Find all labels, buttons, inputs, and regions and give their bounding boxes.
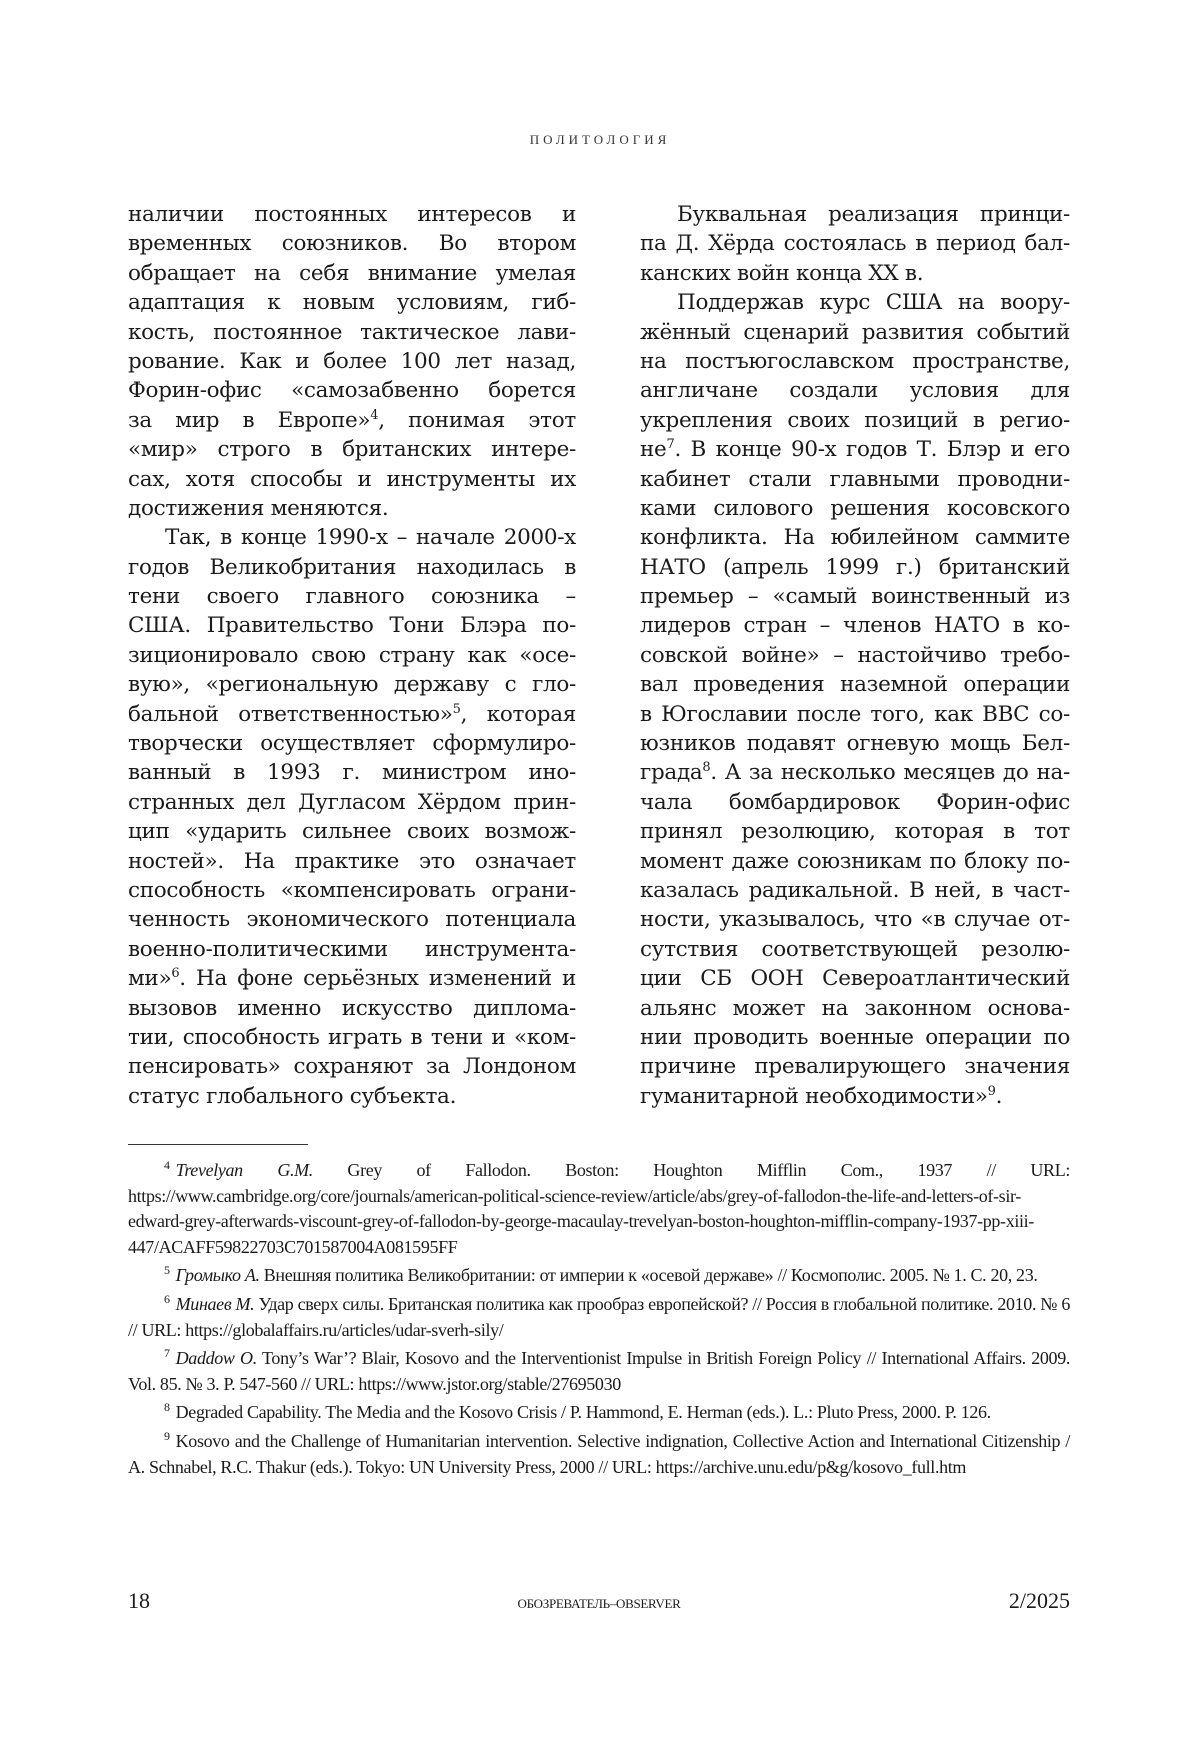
line-text: юзников подавят огневую мощь Бел- [640, 731, 1070, 756]
footnote-ref: 5 [453, 701, 461, 716]
text-line [640, 729, 1070, 758]
text-line [640, 1082, 1070, 1111]
text-line [640, 406, 1070, 435]
text-line [128, 847, 576, 876]
line-text: рование. Как и более 100 лет назад, [128, 349, 576, 374]
text-line [128, 964, 576, 993]
text-line [640, 641, 1070, 670]
line-text: гуманитарной необходимости» [640, 1084, 988, 1109]
line-text: тени своего главного союзника – [128, 584, 576, 609]
text-line [128, 229, 576, 258]
footnote-divider [128, 1144, 308, 1145]
text-line [128, 700, 576, 729]
footnote-number: 6 [164, 1292, 170, 1306]
text-line [640, 964, 1070, 993]
line-text: ми» [128, 966, 171, 991]
page-footer [128, 1588, 1070, 1618]
footnote-number: 4 [164, 1158, 170, 1172]
text-line [640, 670, 1070, 699]
text-line [128, 1052, 576, 1081]
line-text: способность «компенсировать ограни- [128, 878, 576, 903]
text-line [640, 288, 1070, 317]
line-text: НАТО (апрель 1999 г.) британский [640, 555, 1070, 580]
body-column-left [128, 200, 576, 1111]
text-line [640, 582, 1070, 611]
line-text: статус глобального субъекта. [128, 1084, 456, 1109]
text-line [640, 994, 1070, 1023]
line-text: временных союзников. Во втором [128, 231, 576, 256]
line-text: вызовов именно искусство диплома- [128, 996, 576, 1021]
text-line [128, 465, 576, 494]
line-text: достижения меняются. [128, 496, 388, 521]
footnote-number: 5 [164, 1263, 170, 1277]
line-text: кость, постоянное тактическое лави- [128, 320, 576, 345]
text-line [128, 935, 576, 964]
line-text: причине превалирующего значения [640, 1054, 1070, 1079]
text-line [640, 817, 1070, 846]
line-text: принял резолюцию, которая в тот [640, 819, 1070, 844]
footnote [128, 1292, 1070, 1343]
text-line [640, 376, 1070, 405]
footnote-author: Daddow O. [176, 1348, 257, 1368]
line-text: цип «ударить сильнее своих возмож- [128, 819, 576, 844]
footnote [128, 1346, 1070, 1397]
line-text: канских войн конца XX в. [640, 261, 923, 286]
text-line [128, 641, 576, 670]
text-line [128, 788, 576, 817]
line-text: нии проводить военные операции по [640, 1025, 1070, 1050]
text-line [640, 788, 1070, 817]
text-line [640, 905, 1070, 934]
text-line [128, 494, 576, 523]
text-line [128, 318, 576, 347]
footnote-text: Внешняя политика Великобритании: от империи к «осевой державе» // Космополис. 2005. № 1. С. 20, 23. [260, 1265, 1038, 1285]
footnote-ref: 7 [666, 437, 674, 452]
line-text: Буквальная реализация принци- [677, 202, 1070, 227]
line-text: в Югославии после того, как ВВС со- [640, 702, 1070, 727]
line-text: ками силового решения косовского [640, 496, 1070, 521]
footnote-number: 8 [164, 1400, 170, 1414]
page-number: 18 [128, 1588, 150, 1614]
line-text: пенсировать» сохраняют за Лондоном [128, 1054, 576, 1079]
line-text: Так, в конце 1990-х – начале 2000-х [165, 525, 576, 550]
footnote-author: Trevelyan G.M. [176, 1160, 313, 1180]
text-line [128, 729, 576, 758]
line-text: Поддержав курс США на воору- [677, 290, 1070, 315]
line-text: Форин-офис «самозабвенно борется [128, 378, 576, 403]
footnote-text: Degraded Capability. The Media and the Kosovo Crisis / P. Hammond, E. Herman (eds.). L.: Pluto Press, 2000. P. 126. [176, 1402, 991, 1422]
line-text: чала бомбардировок Форин-офис [640, 790, 1070, 815]
line-text: . В конце 90-х годов Т. Блэр и его [674, 437, 1070, 462]
footnote-author: Минаев М. [176, 1294, 255, 1314]
line-text: не [640, 437, 666, 462]
line-text: зиционировало свою страну как «осе- [128, 643, 576, 668]
line-text: казалась радикальной. В ней, в част- [640, 878, 1070, 903]
text-line [128, 582, 576, 611]
text-line [128, 288, 576, 317]
footnote-number: 7 [164, 1346, 170, 1360]
line-text: адаптация к новым условиям, гиб- [128, 290, 576, 315]
text-line [128, 994, 576, 1023]
line-text: обращает на себя внимание умелая [128, 261, 576, 286]
line-text: наличии постоянных интересов и [128, 202, 576, 227]
line-text: кабинет стали главными проводни- [640, 467, 1070, 492]
text-line [640, 700, 1070, 729]
text-line [128, 905, 576, 934]
footnote-ref: 6 [171, 966, 179, 981]
text-line [128, 758, 576, 787]
text-line [640, 876, 1070, 905]
line-text: альянс может на законном основа- [640, 996, 1070, 1021]
text-line [128, 817, 576, 846]
line-text: . А за несколько месяцев до на- [710, 760, 1070, 785]
line-text: творчески осуществляет сформулиро- [128, 731, 576, 756]
text-line [640, 347, 1070, 376]
text-line [128, 1023, 576, 1052]
text-line [640, 758, 1070, 787]
text-line [640, 229, 1070, 258]
text-line [128, 1082, 576, 1111]
line-text: ности, указывалось, что «в случае от- [640, 907, 1070, 932]
line-text: годов Великобритания находилась в [128, 555, 576, 580]
text-line [640, 553, 1070, 582]
line-text: ции СБ ООН Североатлантический [640, 966, 1070, 991]
text-line [128, 376, 576, 405]
line-text: лидеров стран – членов НАТО в ко- [640, 613, 1070, 638]
footnote-author: Громыко А. [176, 1265, 260, 1285]
text-line [128, 876, 576, 905]
text-line [640, 847, 1070, 876]
text-line [128, 347, 576, 376]
text-line [640, 611, 1070, 640]
text-line [128, 553, 576, 582]
footnote-text: Удар сверх силы. Британская политика как прообраз европейской? // Россия в глобальной политике. 2010. № 6 // URL: https://globalaffairs.ru/articles/udar-sverh-sily/ [128, 1294, 1070, 1340]
line-text: сутствия соответствующей резолю- [640, 937, 1070, 962]
line-text: на постъюгославском пространстве, [640, 349, 1070, 374]
text-line [128, 523, 576, 552]
line-text: укрепления своих позиций в регио- [640, 408, 1070, 433]
footnote-text: Tony’s War’? Blair, Kosovo and the Interventionist Impulse in British Foreign Policy // International Affairs. 2009. Vol. 85. № 3. P. 547-560 // URL: https://www.jstor.org/stable/27695030 [128, 1348, 1070, 1394]
text-line [640, 259, 1070, 288]
journal-name: ОБОЗРЕВАТЕЛЬ–OBSERVER [128, 1596, 1070, 1612]
line-text: ностей». На практике это означает [128, 849, 576, 874]
footnote-ref: 9 [988, 1084, 996, 1099]
text-line [640, 494, 1070, 523]
footnote [128, 1429, 1070, 1480]
footnote-text: Kosovo and the Challenge of Humanitarian intervention. Selective indignation, Collective Action and International Citizenship / A. Schnabel, R.C. Thakur (eds.). Tokyo: UN University Press, 2000 // URL: https://archive.unu.edu/p&g/kosovo_full.htm [128, 1431, 1070, 1477]
line-text: тии, способность играть в тени и «ком- [128, 1025, 576, 1050]
text-line [128, 435, 576, 464]
line-text: США. Правительство Тони Блэра по- [128, 613, 576, 638]
line-text: военно-политическими инструмента- [128, 937, 576, 962]
issue-number: 2/2025 [1009, 1588, 1070, 1614]
line-text: бальной ответственностью» [128, 702, 453, 727]
line-text: ванный в 1993 г. министром ино- [128, 760, 576, 785]
text-line [640, 1023, 1070, 1052]
line-text: жённый сценарий развития событий [640, 320, 1070, 345]
text-line [640, 523, 1070, 552]
line-text: па Д. Хёрда состоялась в период бал- [640, 231, 1070, 256]
line-text: , понимая этот [378, 408, 576, 433]
line-text: странных дел Дугласом Хёрдом прин- [128, 790, 576, 815]
footnotes [128, 1158, 1070, 1483]
line-text: вал проведения наземной операции [640, 672, 1070, 697]
line-text: . [996, 1084, 1003, 1109]
text-line [128, 670, 576, 699]
footnote-ref: 4 [370, 408, 378, 423]
body-column-right [640, 200, 1070, 1111]
text-line [640, 1052, 1070, 1081]
text-line [640, 200, 1070, 229]
footnote-ref: 8 [702, 760, 710, 775]
footnote-number: 9 [164, 1429, 170, 1443]
line-text: вую», «региональную державу с гло- [128, 672, 576, 697]
footnote [128, 1263, 1070, 1289]
text-line [640, 435, 1070, 464]
line-text: сах, хотя способы и инструменты их [128, 467, 576, 492]
text-line [640, 465, 1070, 494]
running-head: ПОЛИТОЛОГИЯ [0, 132, 1200, 148]
text-line [128, 611, 576, 640]
text-line [128, 259, 576, 288]
line-text: совской войне» – настойчиво требо- [640, 643, 1070, 668]
line-text: англичане создали условия для [640, 378, 1070, 403]
footnote-text: Grey of Fallodon. Boston: Houghton Mifflin Com., 1937 // URL: https://www.cambridge.org/core/journals/american-political-science-review/article/abs/grey-of-fallodon-the-life-and-letters-of-sir-edward-grey-afterwards-viscount-grey-of-fallodon-by-george-macaulay-trevelyan-boston-houghton-mifflin-company-1937-pp-xiii-447/ACAFF59822703C701587004A081595FF [128, 1160, 1070, 1257]
line-text: града [640, 760, 702, 785]
line-text: «мир» строго в британских интере- [128, 437, 576, 462]
footnote [128, 1400, 1070, 1426]
text-line [128, 406, 576, 435]
line-text: премьер – «самый воинственный из [640, 584, 1070, 609]
line-text: . На фоне серьёзных изменений и [179, 966, 576, 991]
text-line [128, 200, 576, 229]
line-text: момент даже союзникам по блоку по- [640, 849, 1070, 874]
line-text: за мир в Европе» [128, 408, 370, 433]
line-text: конфликта. На юбилейном саммите [640, 525, 1070, 550]
text-line [640, 935, 1070, 964]
line-text: ченность экономического потенциала [128, 907, 576, 932]
text-line [640, 318, 1070, 347]
line-text: , которая [461, 702, 576, 727]
footnote [128, 1158, 1070, 1260]
